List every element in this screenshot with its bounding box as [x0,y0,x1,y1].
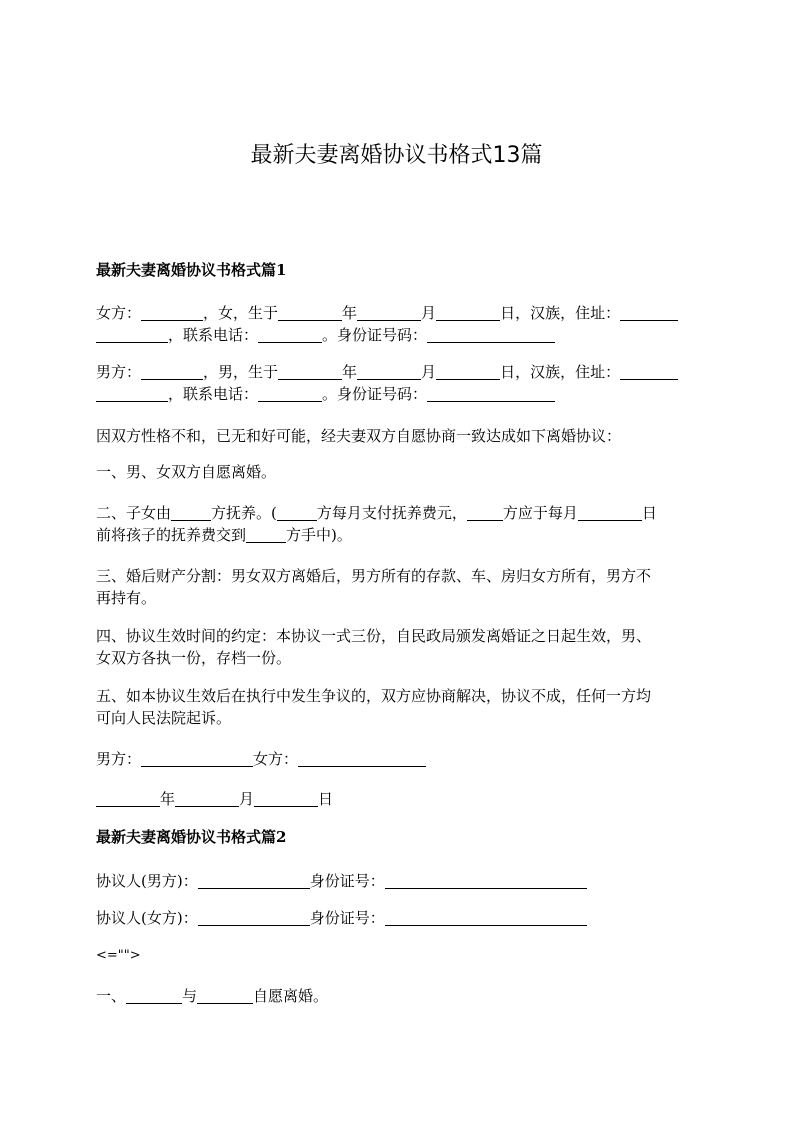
male-signature-label: 男方： [96,750,142,768]
clause-3-paragraph [96,565,696,609]
year-text: 年 [342,363,358,381]
clause-5-line-1: 五、如本协议生效后在执行中发生争议的，双方应协商解决，协议不成，任何一方均 [96,687,652,705]
recipient-party-blank [246,526,286,543]
id-text: 。身份证号码： [322,326,428,344]
husband-address-blank [620,363,678,380]
party-female-label: 协议人(女方)： [96,909,198,927]
husband-label: 男方： [96,363,142,381]
payer-party-blank [277,504,317,521]
month-text: 月 [421,363,437,381]
husband-birth-year-blank [278,363,342,380]
wife-id-blank [427,326,555,343]
month-text: 月 [421,304,437,322]
date-day-text: 日 [318,790,334,808]
wife-name-blank [141,304,203,321]
wife-info-paragraph [96,302,696,346]
first-party-blank [126,987,182,1004]
wife-phone-blank [258,326,322,343]
male-signature-blank [141,750,253,767]
section-2-clause-1 [96,985,696,1007]
code-fragment-line [96,945,696,967]
address-text: 日，汉族，住址： [500,363,621,381]
clause-2-text-a: 二、子女由 [96,504,172,522]
clause-2-text-e: 日 [641,504,657,522]
husband-id-blank [427,385,555,402]
clause-1-text: 一、男、女双方自愿离婚。 [96,463,277,481]
document-title: 最新夫妻离婚协议书格式13篇 [250,143,543,168]
party-female-name-blank [198,909,310,926]
signature-line [96,748,696,770]
payment-day-blank [578,504,642,521]
clause-3-line-1: 三、婚后财产分割：男女双方离婚后，男方所有的存款、车、房归女方所有，男方不 [96,567,652,585]
husband-address-blank-continued [96,385,168,402]
custody-party-blank [171,504,211,521]
wife-birth-day-blank [436,304,500,321]
date-year-text: 年 [160,790,176,808]
husband-birth-day-blank [436,363,500,380]
date-month-text: 月 [239,790,255,808]
id-label: 身份证号： [309,872,385,890]
clause-2-text-d: 方应于每月 [502,504,578,522]
wife-address-blank-continued [96,326,168,343]
husband-name-blank [141,363,203,380]
clause-1-paragraph [96,461,696,483]
clause-4-line-1: 四、协议生效时间的约定：本协议一式三份，自民政局颁发离婚证之日起生效，男、 [96,627,652,645]
section-2-clause-1-text-c: 自愿离婚。 [253,987,329,1005]
clause-2-text-b: 方抚养。( [211,504,277,522]
husband-birth-month-blank [357,363,421,380]
code-fragment-text: <=""> [96,948,141,963]
phone-text: ，联系电话： [168,385,259,403]
clause-2-text-f: 前将孩子的抚养费交到 [96,526,247,544]
wife-birth-year-blank [278,304,342,321]
section-heading-1: 最新夫妻离婚协议书格式篇1 [96,261,287,279]
intro-text: 因双方性格不和，已无和好可能，经夫妻双方自愿协商一致达成如下离婚协议： [96,427,622,445]
phone-text: ，联系电话： [168,326,259,344]
party-male-line [96,870,696,892]
party-female-id-blank [385,909,587,926]
clause-5-paragraph [96,685,696,729]
party-male-id-blank [385,872,587,889]
party-male-label: 协议人(男方)： [96,872,198,890]
date-year-blank [96,790,160,807]
female-signature-blank [298,750,426,767]
husband-phone-blank [258,385,322,402]
address-text: 日，汉族，住址： [500,304,621,322]
wife-gender-text: ，女，生于 [203,304,279,322]
section-2-clause-1-text-a: 一、 [96,987,127,1005]
clause-2-text-g: 方手中)。 [286,526,352,544]
id-label: 身份证号： [309,909,385,927]
wife-birth-month-blank [357,304,421,321]
female-signature-label: 女方： [253,750,299,768]
wife-address-blank [620,304,678,321]
party-female-line [96,907,696,929]
second-party-blank [197,987,253,1004]
clause-4-paragraph [96,625,696,669]
payment-party-blank [467,504,503,521]
clause-2-paragraph [96,502,696,546]
year-text: 年 [342,304,358,322]
id-text: 。身份证号码： [322,385,428,403]
clause-2-text-c: 方每月支付抚养费元， [316,504,467,522]
husband-gender-text: ，男，生于 [203,363,279,381]
wife-label: 女方： [96,304,142,322]
date-day-blank [254,790,318,807]
clause-3-line-2: 再持有。 [96,589,157,607]
date-month-blank [175,790,239,807]
intro-paragraph [96,425,696,447]
section-heading-2: 最新夫妻离婚协议书格式篇2 [96,828,287,846]
clause-5-line-2: 可向人民法院起诉。 [96,709,232,727]
section-2-clause-1-text-b: 与 [182,987,198,1005]
clause-4-line-2: 女双方各执一份，存档一份。 [96,649,292,667]
party-male-name-blank [198,872,310,889]
husband-info-paragraph [96,361,696,405]
date-line [96,788,696,810]
